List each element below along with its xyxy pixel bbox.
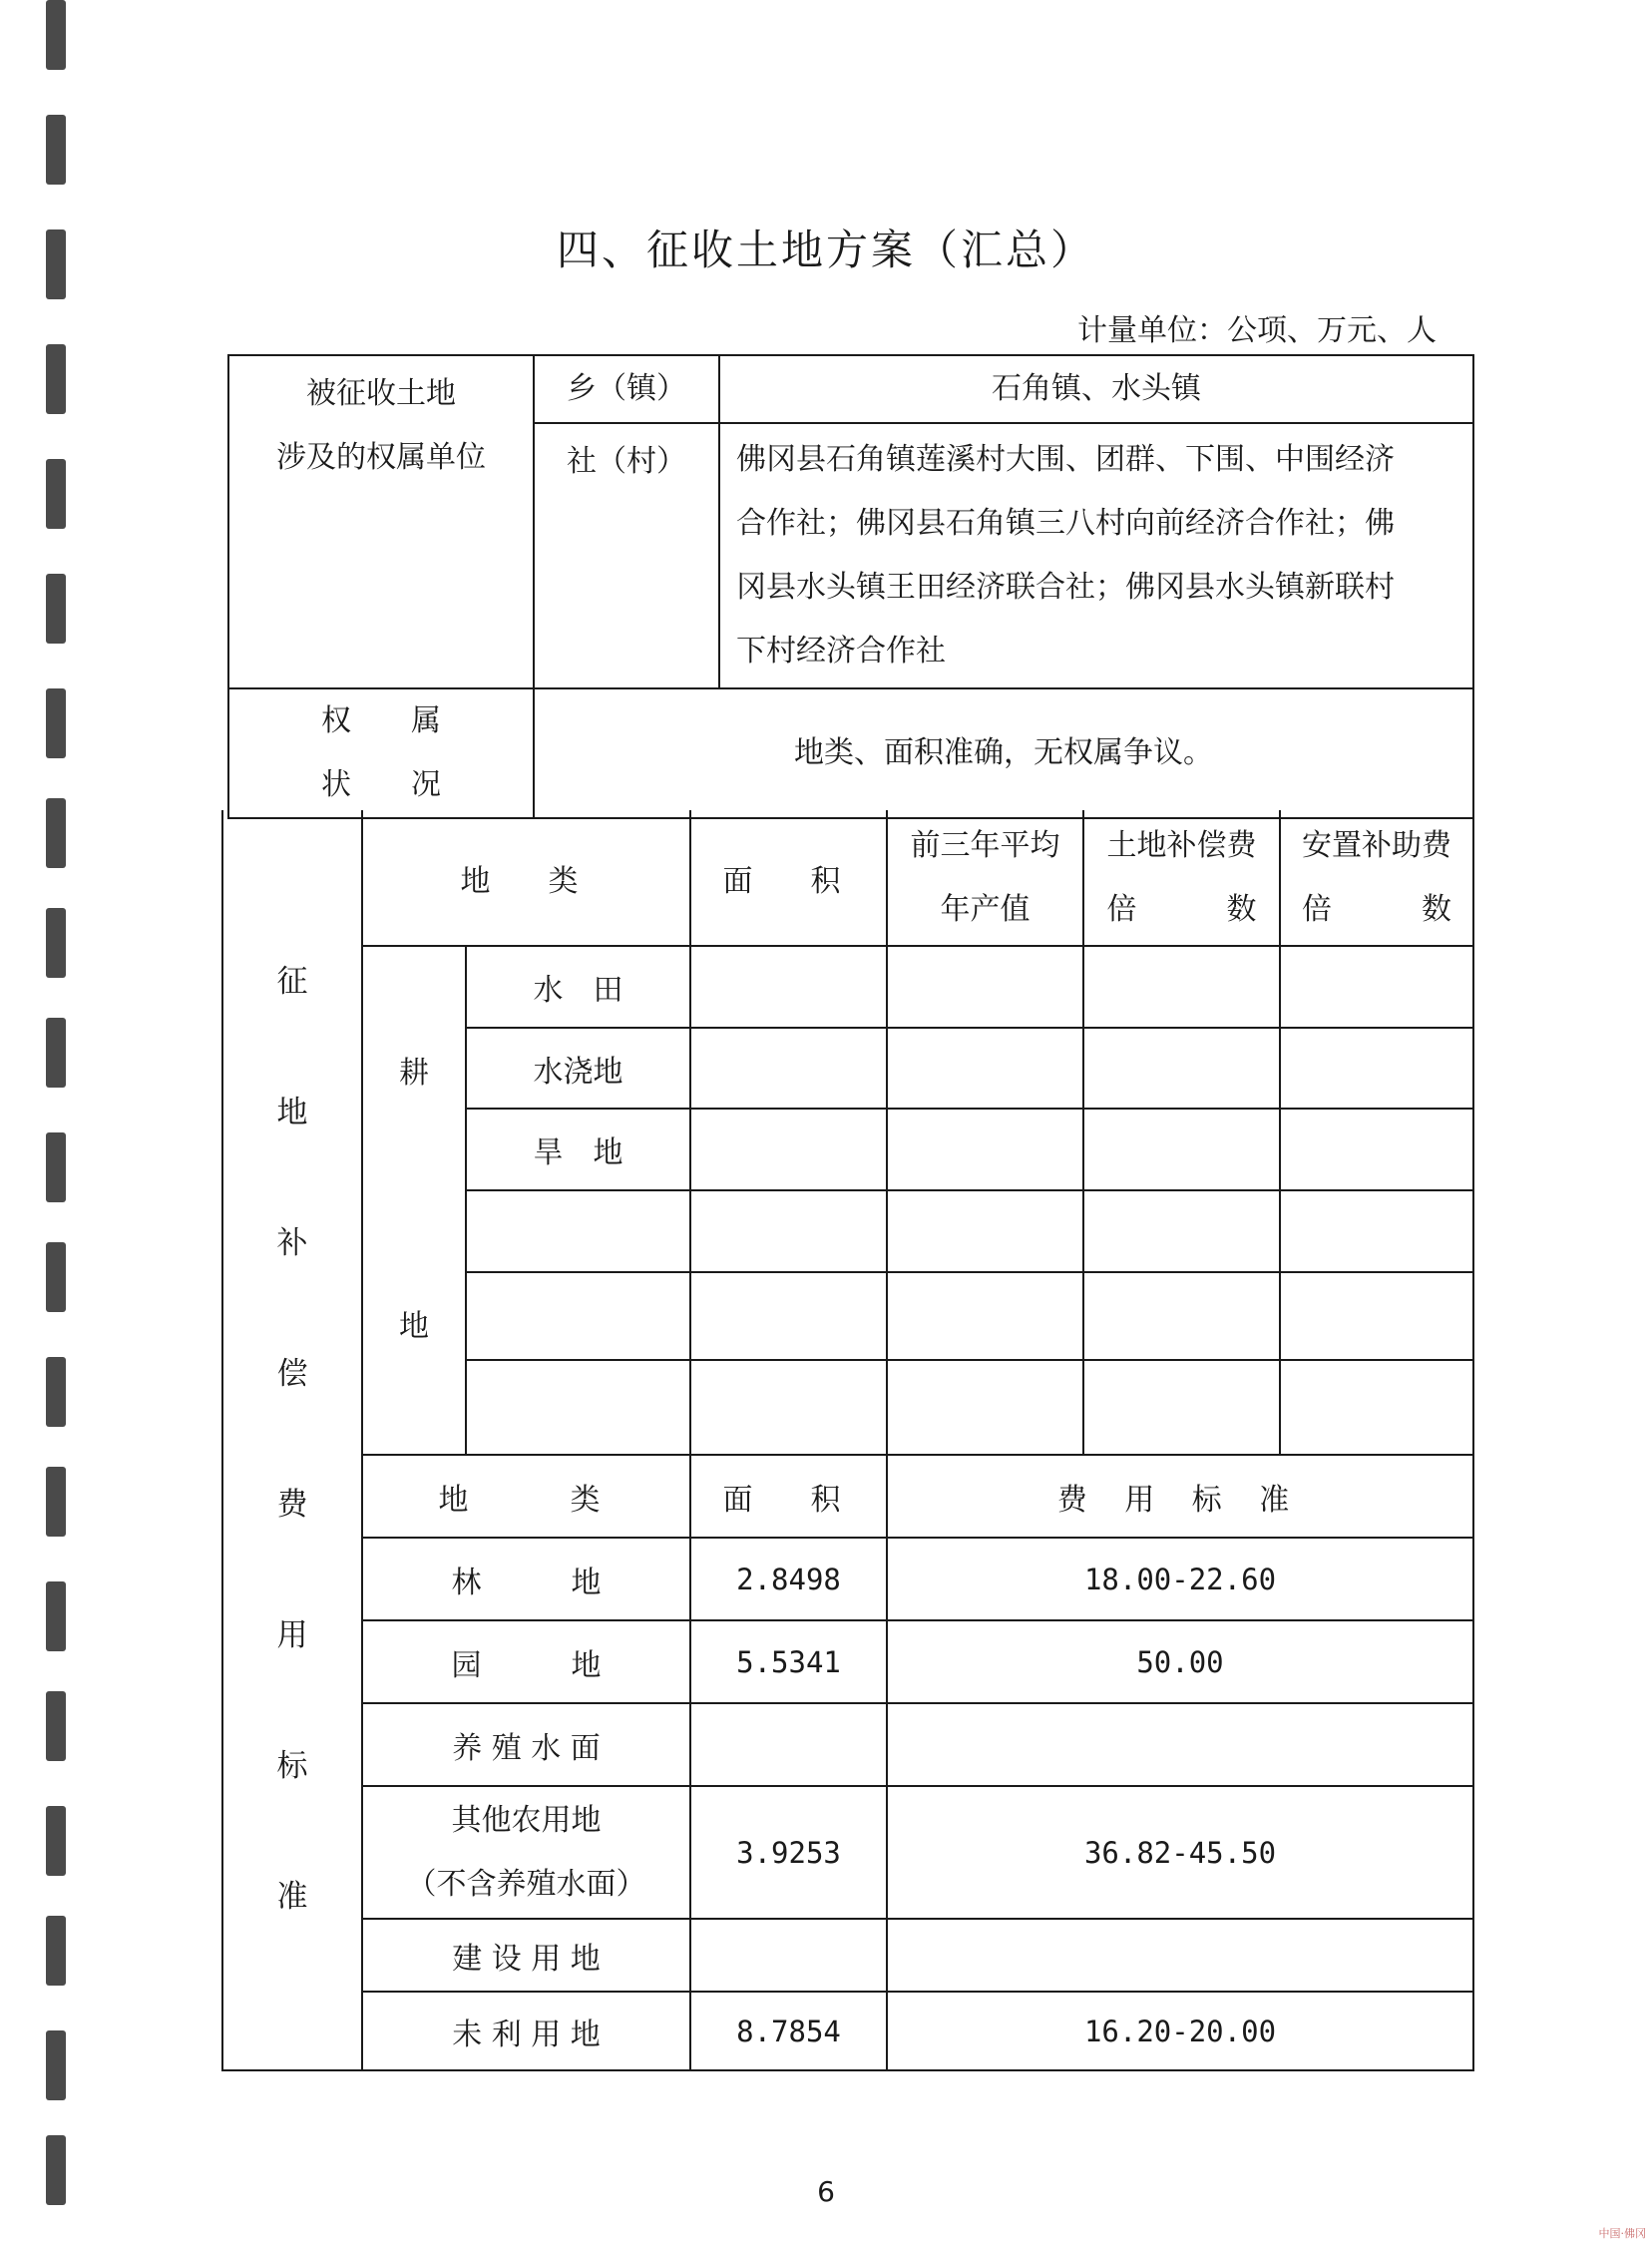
page-title: 四、征收土地方案（汇总） — [556, 225, 1095, 274]
header-area: 面 积 — [690, 810, 887, 946]
cultivated-area — [690, 1028, 887, 1110]
other-land-type: 建 设 用 地 — [362, 1919, 690, 1992]
cultivated-land-multiple — [1083, 1272, 1280, 1360]
township-label: 乡（镇） — [534, 355, 719, 423]
header-avg-output: 前三年平均 年产值 — [887, 810, 1083, 946]
other-land-area: 5.5341 — [690, 1620, 887, 1703]
other-header-area: 面 积 — [690, 1455, 887, 1538]
village-label: 社（村） — [534, 423, 719, 688]
binding-mark — [46, 344, 66, 414]
cultivated-resettle-multiple — [1280, 1360, 1473, 1455]
cultivated-type — [466, 1360, 690, 1455]
unit-note: 计量单位：公项、万元、人 — [1077, 313, 1437, 348]
status-value: 地类、面积准确，无权属争议。 — [534, 688, 1473, 818]
cultivated-type — [466, 1272, 690, 1360]
other-land-standard: 18.00-22.60 — [887, 1538, 1473, 1620]
cultivated-type: 水浇地 — [466, 1028, 690, 1110]
other-land-type: 林 地 — [362, 1538, 690, 1620]
cultivated-output — [887, 1109, 1083, 1190]
cultivated-land-multiple — [1083, 1360, 1280, 1455]
binding-mark — [46, 1467, 66, 1537]
other-land-area: 8.7854 — [690, 1992, 887, 2070]
cultivated-type: 旱 地 — [466, 1109, 690, 1190]
other-land-area: 2.8498 — [690, 1538, 887, 1620]
township-value: 石角镇、水头镇 — [719, 355, 1473, 423]
cultivated-resettle-multiple — [1280, 1028, 1473, 1110]
cultivated-area — [690, 1109, 887, 1190]
other-land-area: 3.9253 — [690, 1786, 887, 1919]
cultivated-area — [690, 1272, 887, 1360]
other-land-standard: 50.00 — [887, 1620, 1473, 1703]
binding-mark — [46, 1916, 66, 1986]
binding-mark — [46, 1242, 66, 1312]
cultivated-output — [887, 946, 1083, 1028]
other-header-standard: 费 用 标 准 — [887, 1455, 1473, 1538]
other-land-type: 其他农用地 （不含养殖水面） — [362, 1786, 690, 1919]
watermark-stamp: 中国·佛冈 — [1598, 2227, 1646, 2240]
cultivated-resettle-multiple — [1280, 1190, 1473, 1272]
cultivated-output — [887, 1360, 1083, 1455]
cultivated-output — [887, 1272, 1083, 1360]
cultivated-land-multiple — [1083, 946, 1280, 1028]
binding-mark — [46, 1018, 66, 1088]
other-land-area — [690, 1919, 887, 1992]
cultivated-land-multiple — [1083, 1109, 1280, 1190]
other-land-type: 未 利 用 地 — [362, 1992, 690, 2070]
other-land-standard — [887, 1919, 1473, 1992]
binding-mark — [46, 1691, 66, 1761]
other-land-standard — [887, 1703, 1473, 1786]
cultivated-resettle-multiple — [1280, 1109, 1473, 1190]
binding-mark — [46, 1132, 66, 1202]
compensation-table — [221, 810, 1474, 2071]
binding-mark — [46, 908, 66, 978]
cultivated-type: 水 田 — [466, 946, 690, 1028]
binding-mark — [46, 798, 66, 868]
cultivated-land-label: 耕 地 — [362, 946, 466, 1455]
other-header-land-type: 地 类 — [362, 1455, 690, 1538]
cultivated-resettle-multiple — [1280, 946, 1473, 1028]
village-value: 佛冈县石角镇莲溪村大围、团群、下围、中围经济 合作社；佛冈县石角镇三八村向前经济合作社；佛 冈县水头镇王田经济联合社；佛冈县水头镇新联村 下村经济合作社 — [719, 423, 1473, 688]
binding-mark — [46, 574, 66, 644]
cultivated-area — [690, 1190, 887, 1272]
header-land-compensation-multiple: 土地补偿费 倍 数 — [1083, 810, 1280, 946]
page-number: 6 — [817, 2175, 835, 2208]
other-land-type: 养 殖 水 面 — [362, 1703, 690, 1786]
other-land-type: 园 地 — [362, 1620, 690, 1703]
other-land-area — [690, 1703, 887, 1786]
header-resettlement-multiple: 安置补助费 倍 数 — [1280, 810, 1473, 946]
compensation-side-label: 征 地 补 偿 费 用 标 准 — [222, 810, 362, 2070]
other-land-standard: 36.82-45.50 — [887, 1786, 1473, 1919]
status-label: 权 属 状 况 — [228, 688, 534, 818]
binding-mark — [46, 0, 66, 70]
header-land-type: 地 类 — [362, 810, 690, 946]
cultivated-area — [690, 1360, 887, 1455]
binding-mark — [46, 459, 66, 529]
binding-mark — [46, 1581, 66, 1651]
binding-mark — [46, 2030, 66, 2100]
cultivated-output — [887, 1190, 1083, 1272]
binding-mark — [46, 1357, 66, 1427]
cultivated-land-multiple — [1083, 1028, 1280, 1110]
binding-mark — [46, 115, 66, 185]
cultivated-type — [466, 1190, 690, 1272]
cultivated-area — [690, 946, 887, 1028]
cultivated-output — [887, 1028, 1083, 1110]
ownership-table — [227, 354, 1474, 819]
binding-mark — [46, 1806, 66, 1876]
cultivated-land-multiple — [1083, 1190, 1280, 1272]
cultivated-resettle-multiple — [1280, 1272, 1473, 1360]
ownership-label: 被征收土地 涉及的权属单位 — [228, 355, 534, 688]
binding-mark — [46, 688, 66, 758]
binding-edge — [42, 0, 72, 2245]
other-land-standard: 16.20-20.00 — [887, 1992, 1473, 2070]
